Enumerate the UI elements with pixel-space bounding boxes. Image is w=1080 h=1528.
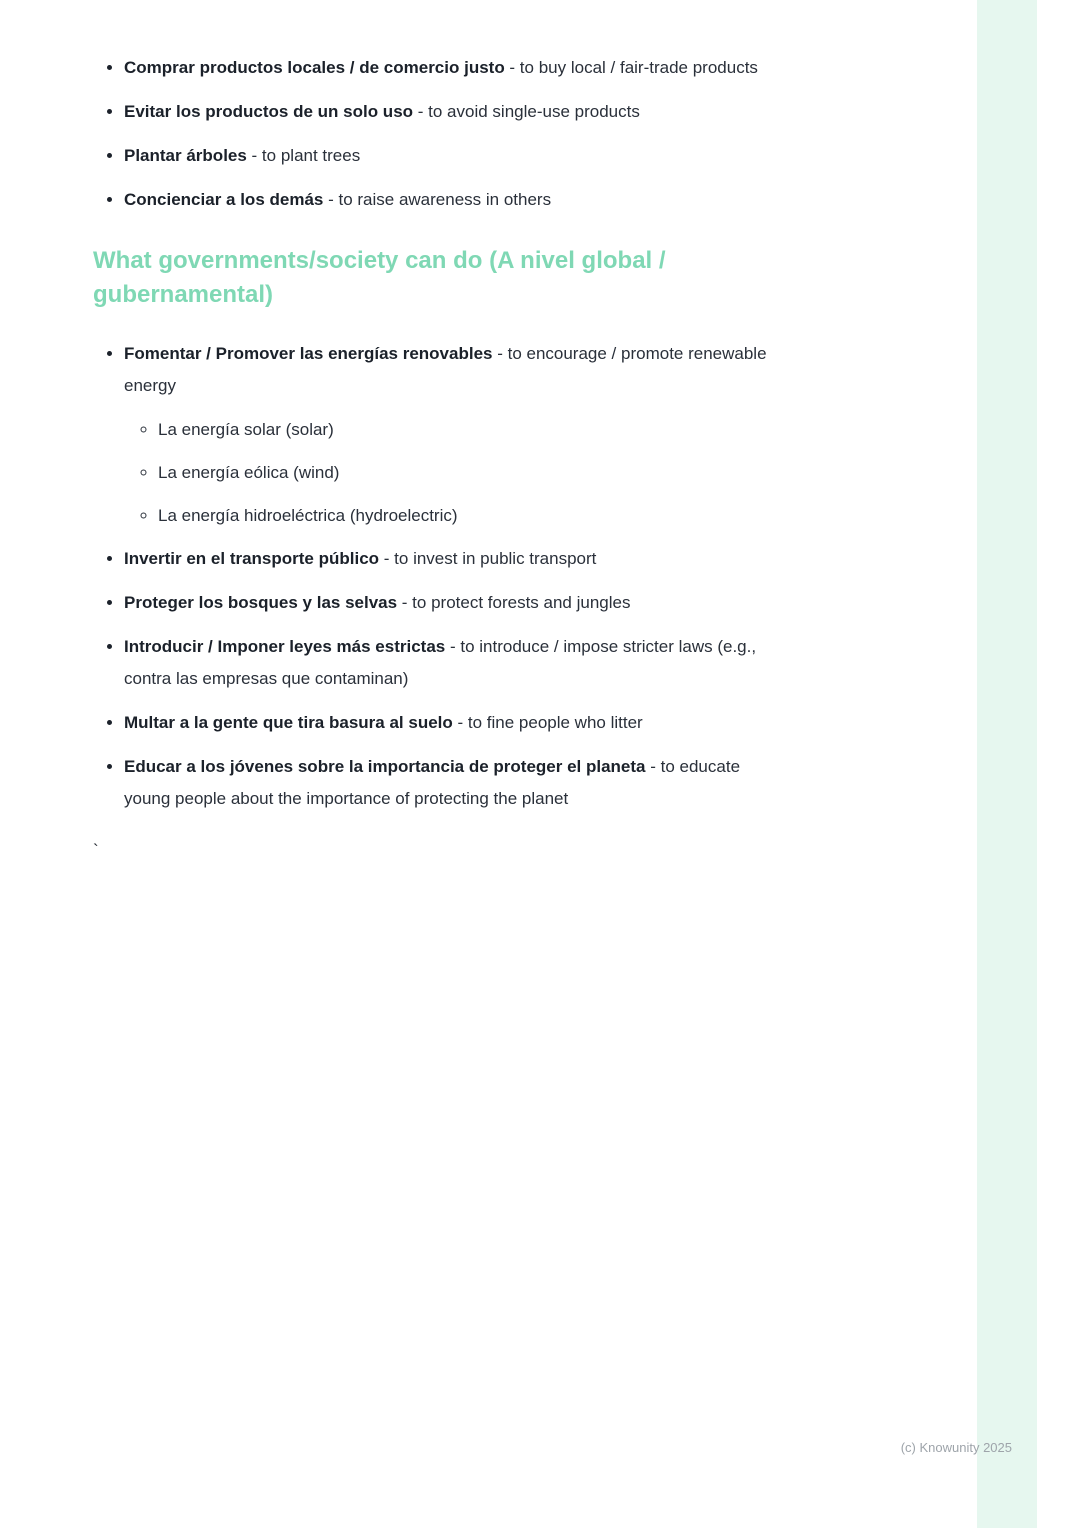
definition-en: - to protect forests and jungles <box>397 593 631 612</box>
vocab-item <box>124 587 790 619</box>
sub-item: ◦ La energía hidroeléctrica (hydroelectric) <box>158 500 790 531</box>
document-content <box>0 0 790 861</box>
section-heading: What governments/society can do (A nivel global / gubernamental) <box>93 247 666 308</box>
vocab-list-government <box>93 338 790 815</box>
term-es: Introducir / Imponer leyes más estrictas <box>124 637 446 656</box>
term-es: Fomentar / Promover las energías renovables <box>124 344 493 363</box>
term-es: Evitar los productos de un solo uso <box>124 102 414 121</box>
vocab-item <box>124 184 790 216</box>
watermark-text: (c) Knowunity 2025 <box>900 1440 1012 1455</box>
vocab-item <box>124 52 790 84</box>
vocab-item <box>124 631 790 695</box>
vocab-item <box>124 543 790 575</box>
definition-en: - to avoid single-use products <box>413 102 640 121</box>
definition-en: - to introduce / impose stricter laws (e.g., contra las empresas que contaminan) <box>124 637 757 688</box>
vocab-list-individual <box>93 52 790 216</box>
definition-en: - to encourage / promote renewable energy <box>124 344 767 395</box>
vocab-item <box>124 338 790 531</box>
sub-item: ◦ La energía solar (solar) <box>158 414 790 445</box>
vocab-item <box>124 751 790 815</box>
term-es: Concienciar a los demás <box>124 190 324 209</box>
vocab-item <box>124 96 790 128</box>
vocab-item <box>124 140 790 172</box>
sub-item: ◦ La energía eólica (wind) <box>158 457 790 488</box>
term-es: Plantar árboles <box>124 146 247 165</box>
definition-en: - to raise awareness in others <box>323 190 552 209</box>
definition-en: - to educate young people about the importance of protecting the planet <box>124 757 741 808</box>
term-es: Educar a los jóvenes sobre la importancia de proteger el planeta <box>124 757 646 776</box>
side-accent-stripe <box>977 0 1037 1528</box>
definition-en: - to plant trees <box>246 146 361 165</box>
definition-en: - to invest in public transport <box>379 549 597 568</box>
definition-en: - to buy local / fair-trade products <box>504 58 758 77</box>
term-es: Multar a la gente que tira basura al suelo <box>124 713 453 732</box>
term-es: Comprar productos locales / de comercio justo <box>124 58 505 77</box>
term-es: Invertir en el transporte público <box>124 549 380 568</box>
stray-backtick-text: ` <box>93 841 99 860</box>
term-es: Proteger los bosques y las selvas <box>124 593 398 612</box>
vocab-item <box>124 707 790 739</box>
definition-en: - to fine people who litter <box>452 713 643 732</box>
sub-list-energy-types <box>124 414 790 531</box>
